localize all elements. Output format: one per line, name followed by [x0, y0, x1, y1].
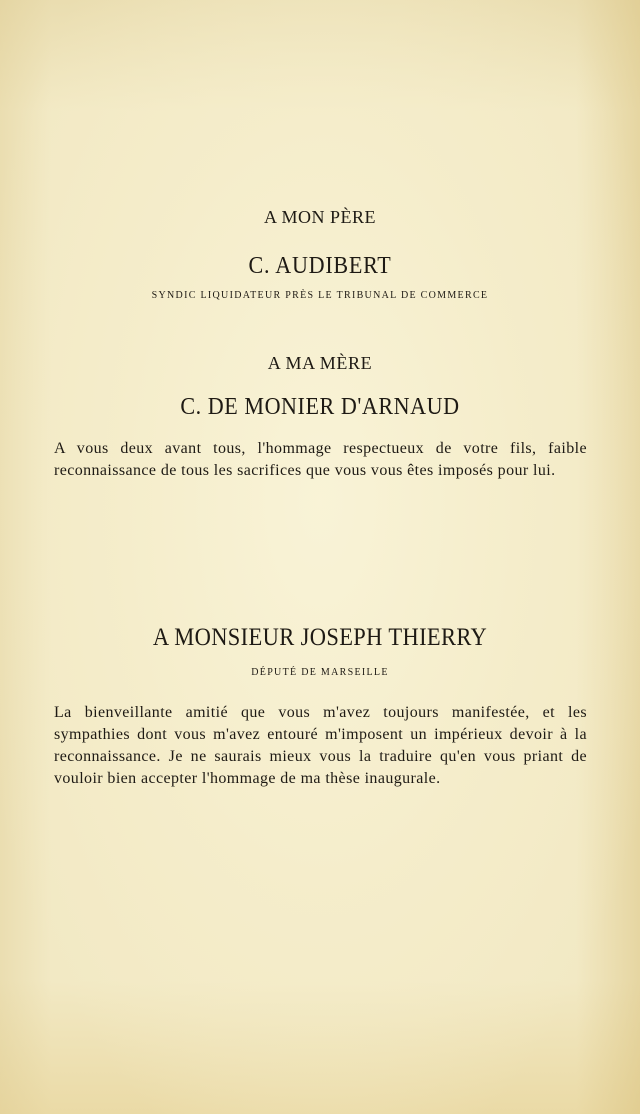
patron-dedication-heading: A MONSIEUR JOSEPH THIERRY: [152, 624, 488, 651]
father-dedication-heading: A MON PÈRE: [263, 207, 376, 227]
father-name: C. AUDIBERT: [248, 253, 392, 279]
mother-name: C. DE MONIER D'ARNAUD: [180, 394, 460, 420]
father-title: SYNDIC LIQUIDATEUR PRÈS LE TRIBUNAL DE COMMERCE: [151, 290, 489, 301]
mother-dedication-heading: A MA MÈRE: [267, 353, 373, 373]
parents-dedication-text: A vous deux avant tous, l'hommage respectueux de votre fils, faible reconnaissance de tous les sacrifices que vous vous êtes imposés pour lui.: [54, 440, 587, 479]
patron-title: DÉPUTÉ DE MARSEILLE: [251, 667, 389, 678]
patron-dedication-text: La bienveillante amitié que vous m'avez toujours manifestée, et les sympathies dont vous m'avez entouré m'imposent un impérieux devoir à la reconnaissance. Je ne saurais mieux vous la traduire qu'en vous priant de vouloir bien accepter l'hommage de ma thèse inaugurale.: [54, 704, 587, 787]
